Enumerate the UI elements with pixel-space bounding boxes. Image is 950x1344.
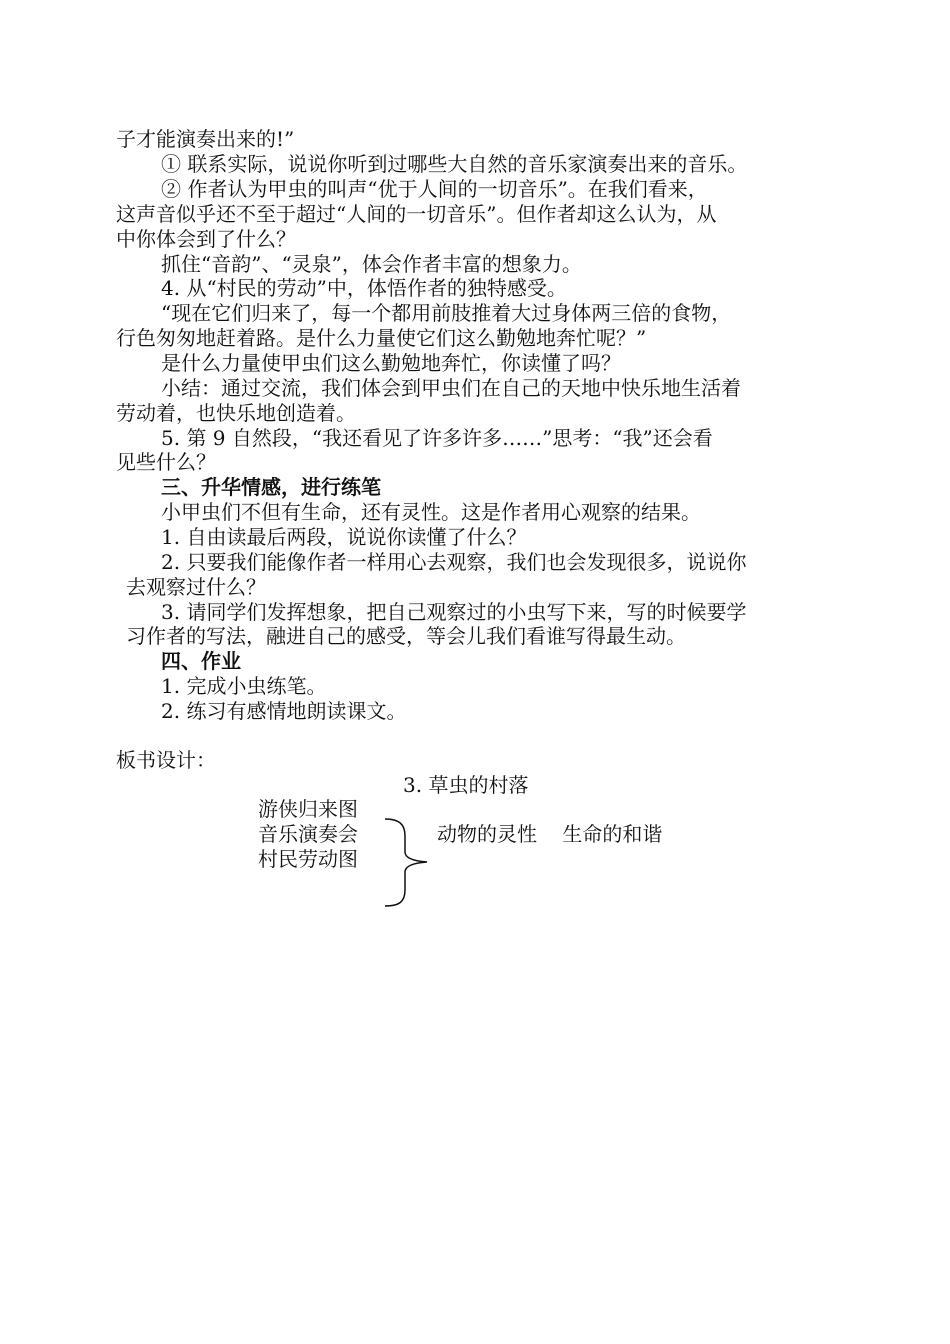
text-line: 4. 从“村民的劳动”中，体悟作者的独特感受。 xyxy=(161,276,567,300)
text-line: 小结：通过交流，我们体会到甲虫们在自己的天地中快乐地生活着 xyxy=(161,376,741,400)
board-left-item: 村民劳动图 xyxy=(258,847,358,871)
text-line: 2. 只要我们能像作者一样用心去观察，我们也会发现很多，说说你 xyxy=(161,550,747,574)
board-left-item: 音乐演奏会 xyxy=(258,822,358,846)
text-line: 2. 练习有感情地朗读课文。 xyxy=(161,699,407,723)
section-heading: 三、升华情感，进行练笔 xyxy=(161,475,381,499)
text-line: 这声音似乎还不至于超过“人间的一切音乐”。但作者却这么认为，从 xyxy=(116,202,717,226)
text-line: ② 作者认为甲虫的叫声“优于人间的一切音乐”。在我们看来， xyxy=(161,177,708,201)
curly-brace-icon xyxy=(383,818,433,908)
text-line: 见些什么？ xyxy=(116,450,216,474)
board-right-text: 动物的灵性 生命的和谐 xyxy=(437,822,663,846)
text-line: 5. 第 9 自然段，“我还看见了许多许多……”思考：“我”还会看 xyxy=(161,426,713,450)
text-line: “现在它们归来了，每一个都用前肢推着大过身体两三倍的食物， xyxy=(161,301,732,325)
text-line: 3. 请同学们发挥想象，把自己观察过的小虫写下来，写的时候要学 xyxy=(161,600,747,624)
text-line: 习作者的写法，融进自己的感受，等会儿我们看谁写得最生动。 xyxy=(126,624,686,648)
text-line: 劳动着，也快乐地创造着。 xyxy=(116,401,356,425)
text-line: 子才能演奏出来的!” xyxy=(116,127,295,151)
text-line: 1. 完成小虫练笔。 xyxy=(161,674,327,698)
text-line: 抓住“音韵”、“灵泉”，体会作者丰富的想象力。 xyxy=(161,252,582,276)
text-line: 是什么力量使甲虫们这么勤勉地奔忙，你读懂了吗？ xyxy=(161,351,621,375)
board-title: 3. 草虫的村落 xyxy=(403,773,529,797)
board-design-label: 板书设计： xyxy=(116,748,216,772)
text-line: 1. 自由读最后两段，说说你读懂了什么？ xyxy=(161,525,527,549)
text-line: 去观察过什么？ xyxy=(126,575,266,599)
text-line: ① 联系实际，说说你听到过哪些大自然的音乐家演奏出来的音乐。 xyxy=(161,152,748,176)
text-line: 小甲虫们不但有生命，还有灵性。这是作者用心观察的结果。 xyxy=(161,500,701,524)
section-heading: 四、作业 xyxy=(161,649,241,673)
text-line: 行色匆匆地赶着路。是什么力量使它们这么勤勉地奔忙呢？” xyxy=(116,326,647,350)
board-left-item: 游侠归来图 xyxy=(258,797,358,821)
text-line: 中你体会到了什么？ xyxy=(116,227,296,251)
